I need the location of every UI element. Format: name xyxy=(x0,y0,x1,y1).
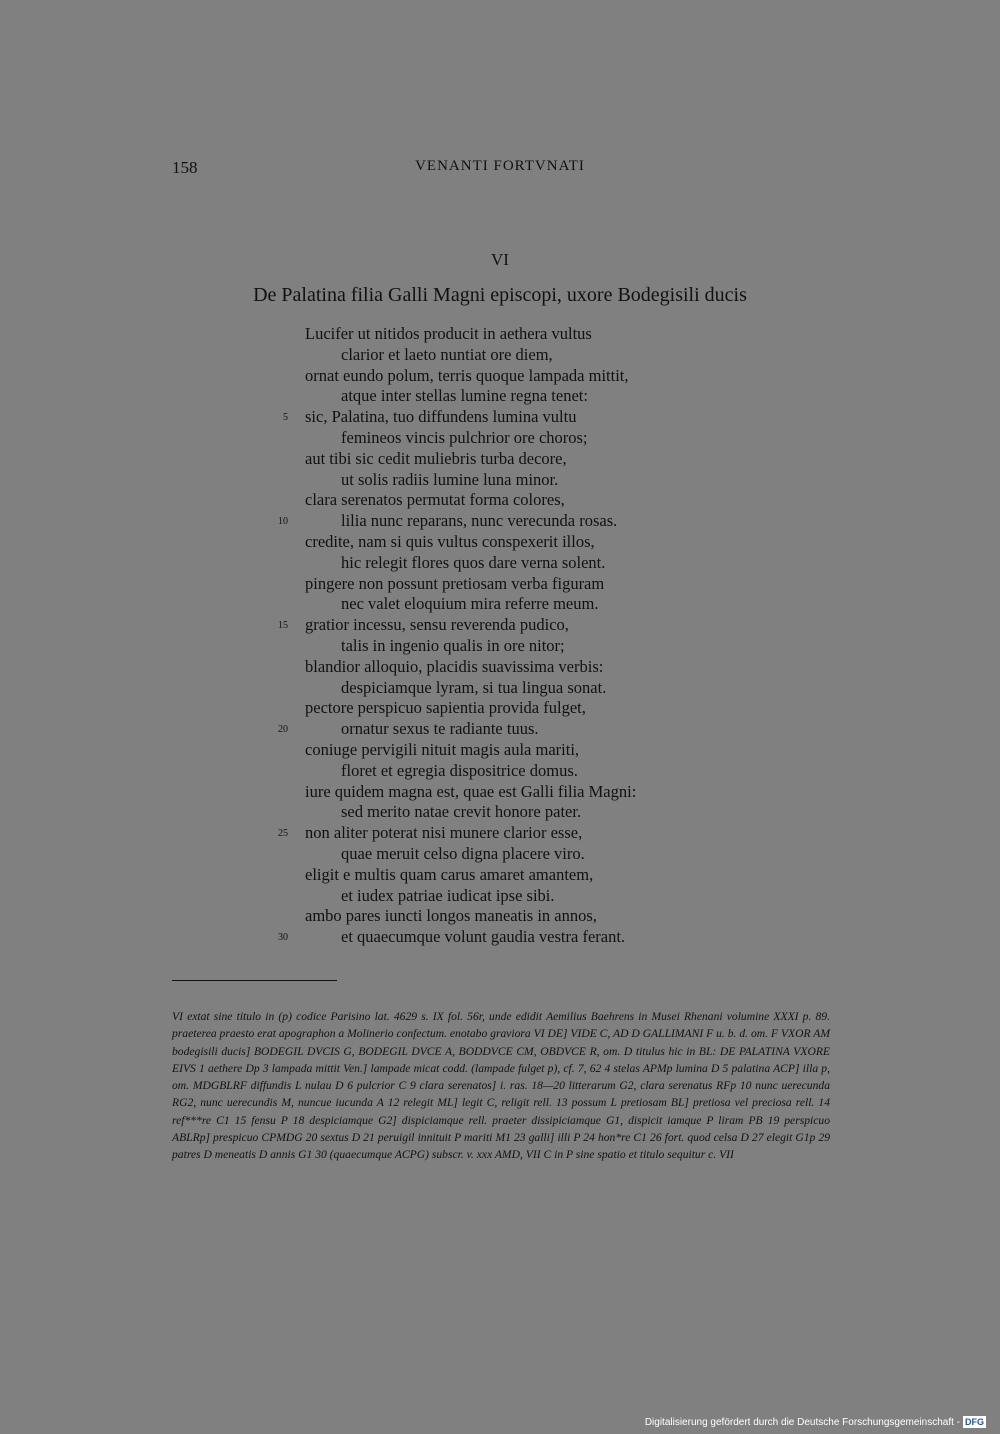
verse-line: quae meruit celso digna placere viro. xyxy=(341,844,585,863)
verse-line: et iudex patriae iudicat ipse sibi. xyxy=(341,885,555,905)
verse-line: blandior alloquio, placidis suavissima verbis: xyxy=(305,656,604,676)
verse-line: et quaecumque volunt gaudia vestra ferant. xyxy=(341,927,626,947)
critical-apparatus: VI extat sine titulo in (p) codice Parisino lat. 4629 s. IX fol. 56r, unde edidit Aemilius Baehrens in Musei Rhenani volumine XXXI p. 89. praeterea praesto erat apographon a Molinerio confectum. enotabo graviora VI DE] VIDE C, AD D GALLIMANI F u. b. d. om. F VXOR AM bodegisili ducis] BODEGIL DVCIS G, BODEGIL DVCE A, BODDVCE CM, OBDVCE R, om. D titulus hic in BL: DE PALATINA VXORE EIVS 1 aethere Dp 3 lampada mittit Ven.] lampade micat codd. (lampade fulget p), cf. 7, 62 4 stelas APMp lumina D 5 palatina ACP] illa p, om. MDGBLRF diffundis L nulau D 6 pulcrior C 9 clara serenatos] i. ras. 18—20 litterarum G2, clara serenatus RFp 10 nunc uerecunda RG2, nunc uerecundis M, nuncue iucunda A 12 relegit ML] legit C, religit rell. 13 possum L pretiosam BL] pretiosa vel preciosa rell. 14 ref***re C1 15 fensu P 18 despiciamque G2] dispiciamque rell. praeter dissipiciamque G1, dispicit iamque P liram PB 19 perspicuo ABLRp] prespicuo CPMDG 20 sextus D 21 peruigil innituit P mariti M1 23 galli] illi P 24 hon*re C1 26 fort. quod celsa D 27 elegit G1p 29 patres D meneatis D annis G1 30 (quaecumque ACPG) subscr. v. xxx AMD, VII C in P sine spatio et titulo sequitur c. VII xyxy=(172,1010,830,1162)
verse-line: lilia nunc reparans, nunc verecunda rosas. xyxy=(341,511,618,531)
verse-line: nec valet eloquium mira referre meum. xyxy=(341,594,599,614)
page-number: 158 xyxy=(172,158,198,177)
verse-line: Lucifer ut nitidos producit in aethera vultus xyxy=(305,324,592,343)
line-number: 30 xyxy=(278,932,288,944)
verse-line: hic relegit flores quos dare verna solent. xyxy=(341,552,606,572)
verse-line: ut solis radiis lumine luna minor. xyxy=(341,469,559,489)
verse-line: clara serenatos permutat forma colores, xyxy=(305,490,565,510)
verse-line: ambo pares iuncti longos maneatis in annos, xyxy=(305,906,597,926)
verse-line: ornatur sexus te radiante tuus. xyxy=(341,719,539,739)
poem-number: VI xyxy=(491,250,509,269)
line-number: 5 xyxy=(283,412,288,424)
verse-line: despiciamque lyram, si tua lingua sonat. xyxy=(341,677,607,697)
poem-title: De Palatina filia Galli Magni episcopi, uxore Bodegisili ducis xyxy=(253,284,747,306)
line-number: 10 xyxy=(278,516,288,528)
footer-credit-text: Digitalisierung gefördert durch die Deutsche Forschungsgemeinschaft - xyxy=(644,1416,960,1428)
verse-line: atque inter stellas lumine regna tenet: xyxy=(341,386,588,406)
verse-line: eligit e multis quam carus amaret amantem, xyxy=(305,864,594,884)
verse-line: credite, nam si quis vultus conspexerit illos, xyxy=(305,532,595,551)
verse-line: gratior incessu, sensu reverenda pudico, xyxy=(305,615,569,635)
verse-line: iure quidem magna est, quae est Galli filia Magni: xyxy=(305,781,637,801)
verse-line: clarior et laeto nuntiat ore diem, xyxy=(341,344,553,364)
verse-line: non aliter poterat nisi munere clarior esse, xyxy=(305,823,583,843)
verse-line: ornat eundo polum, terris quoque lampada mittit, xyxy=(305,365,629,385)
line-number: 20 xyxy=(278,724,288,736)
dfg-logo: DFG xyxy=(965,1417,984,1427)
footer-credit xyxy=(645,1416,986,1428)
verse-line: talis in ingenio qualis in ore nitor; xyxy=(341,636,565,655)
verse-line: femineos vincis pulchrior ore choros; xyxy=(341,428,588,447)
verse-line: pingere non possunt pretiosam verba figuram xyxy=(305,573,605,593)
verse-line: aut tibi sic cedit muliebris turba decore, xyxy=(305,448,567,468)
verse-line: sed merito natae crevit honore pater. xyxy=(341,802,582,822)
line-number: 25 xyxy=(278,828,288,840)
verse-line: coniuge pervigili nituit magis aula mariti, xyxy=(305,740,580,759)
verse-line: pectore perspicuo sapientia provida fulget, xyxy=(305,698,586,718)
verse-line: floret et egregia dispositrice domus. xyxy=(341,760,578,780)
footnote-rule xyxy=(172,980,337,981)
verse-line: sic, Palatina, tuo diffundens lumina vultu xyxy=(305,407,577,427)
running-head: VENANTI FORTVNATI xyxy=(415,158,585,174)
line-number: 15 xyxy=(278,620,288,632)
